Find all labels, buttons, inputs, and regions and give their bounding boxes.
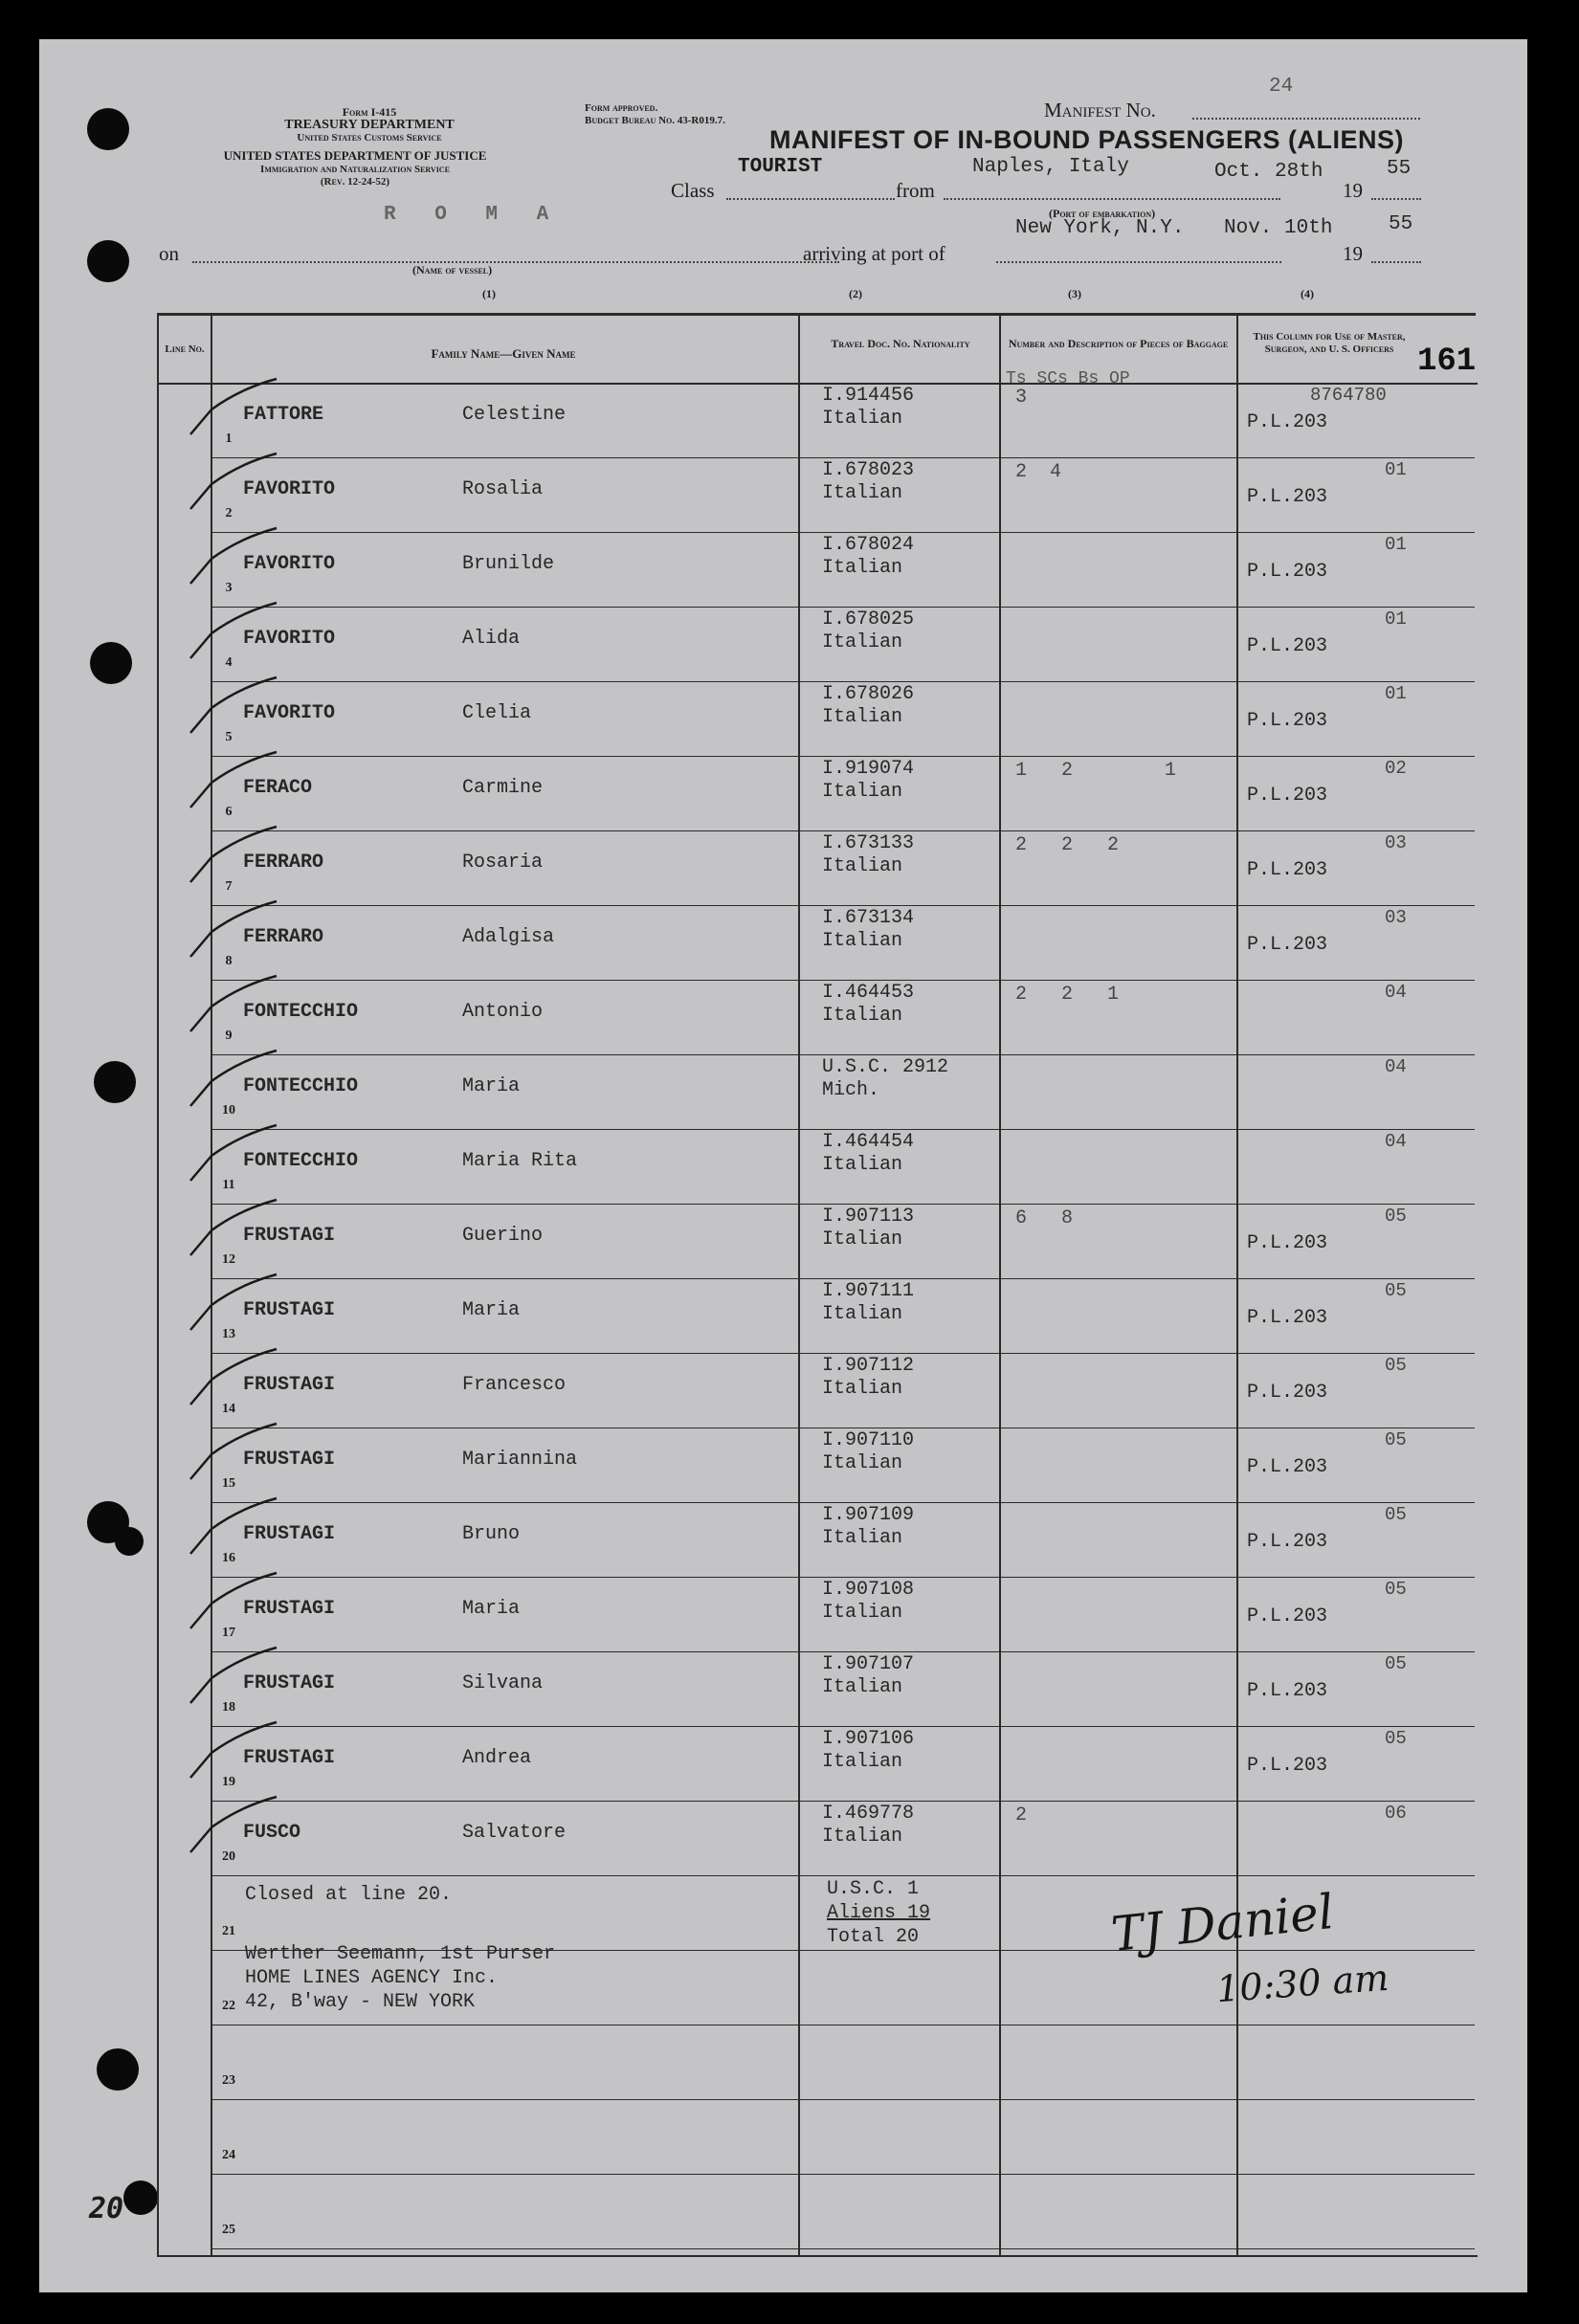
family-name: FAVORITO <box>243 553 336 575</box>
arriving-dots <box>996 261 1281 263</box>
travel-doc: U.S.C. 2912 <box>822 1056 949 1078</box>
manifest-no-label: Manifest No. <box>1044 99 1156 122</box>
treasury-dept: TREASURY DEPARTMENT <box>284 118 455 132</box>
nationality: Italian <box>822 855 903 877</box>
checkmark-icon <box>183 823 288 890</box>
row-rule <box>211 1353 1475 1354</box>
line-number: 24 <box>222 2148 235 2162</box>
year-from-dots <box>1371 198 1421 200</box>
checkmark-icon <box>183 972 288 1039</box>
col-line-header: Line No. <box>165 343 205 355</box>
travel-doc: I.907106 <box>822 1728 915 1750</box>
travel-doc: I.678026 <box>822 683 915 705</box>
row-rule <box>211 2248 1475 2249</box>
travel-doc: I.907107 <box>822 1653 915 1675</box>
baggage-count: 2 4 <box>1015 461 1062 483</box>
line-number: 10 <box>222 1103 235 1118</box>
nationality: Italian <box>822 1826 903 1848</box>
row-rule <box>211 830 1475 831</box>
inspector-signature: TJ Daniel <box>1108 1883 1337 1963</box>
line-number: 1 <box>225 432 233 446</box>
officer-code: 04 <box>1385 1131 1407 1152</box>
baggage-count: 6 8 <box>1015 1207 1074 1229</box>
nationality: Italian <box>822 1228 903 1251</box>
line-number: 13 <box>222 1327 235 1341</box>
family-name: FATTORE <box>243 404 324 426</box>
justice-dept: UNITED STATES DEPARTMENT OF JUSTICE <box>223 148 487 163</box>
family-name: FERRARO <box>243 926 324 948</box>
arriving-label: arriving at port of <box>803 242 945 265</box>
checkmark-icon <box>183 1271 288 1341</box>
nationality: Italian <box>822 706 903 728</box>
given-name: Carmine <box>462 777 544 799</box>
travel-doc: I.907108 <box>822 1579 915 1601</box>
from-label: from <box>896 179 935 202</box>
public-law: P.L.203 <box>1247 1307 1328 1329</box>
line-number: 5 <box>225 730 233 744</box>
immigration-service: Immigration and Naturalization Service <box>260 164 450 175</box>
arriving-date: Nov. 10th <box>1224 217 1333 239</box>
given-name: Guerino <box>462 1225 544 1247</box>
year-from: 55 <box>1387 158 1412 180</box>
row-rule <box>211 1278 1475 1279</box>
class-dots <box>726 198 895 200</box>
officer-code: 03 <box>1385 907 1407 928</box>
public-law: P.L.203 <box>1247 859 1328 881</box>
given-name: Andrea <box>462 1747 532 1769</box>
punch-hole <box>115 1527 144 1556</box>
baggage-count: 3 <box>1015 387 1028 409</box>
family-name: FONTECCHIO <box>243 1075 359 1097</box>
checkmark-icon <box>183 1345 288 1412</box>
family-name: FRUSTAGI <box>243 1374 336 1396</box>
family-name: FRUSTAGI <box>243 1598 336 1620</box>
checkmark-icon <box>183 748 288 815</box>
travel-doc: I.678025 <box>822 609 915 631</box>
checkmark-icon <box>183 674 288 744</box>
line-number: 17 <box>222 1626 235 1640</box>
nationality: Mich. <box>822 1079 880 1101</box>
customs-service: United States Customs Service <box>297 132 442 144</box>
checkmark-icon <box>183 1569 288 1636</box>
line-number: 11 <box>222 1178 235 1192</box>
punch-hole <box>97 2048 139 2091</box>
form-revision: (Rev. 12-24-52) <box>320 176 390 188</box>
year-prefix-from: 19 <box>1343 179 1363 202</box>
officer-code: 05 <box>1385 1355 1407 1376</box>
family-name: FRUSTAGI <box>243 1225 336 1247</box>
row-rule <box>211 1502 1475 1503</box>
row-rule <box>211 1054 1475 1055</box>
officer-code: 06 <box>1385 1803 1407 1824</box>
line-number: 18 <box>222 1700 235 1715</box>
row-rule <box>211 2099 1475 2100</box>
form-id: Form I-415 <box>342 105 397 119</box>
from-dots <box>944 198 1280 200</box>
checkmark-icon <box>183 1121 288 1188</box>
travel-doc: I.907110 <box>822 1429 915 1451</box>
line-number: 2 <box>225 506 233 520</box>
line-number: 6 <box>225 805 233 819</box>
punch-hole <box>90 642 132 684</box>
public-law: P.L.203 <box>1247 1605 1328 1627</box>
officer-code: 05 <box>1385 1206 1407 1227</box>
from-value: Naples, Italy <box>972 156 1129 178</box>
col-travel-header: Travel Doc. No. Nationality <box>831 337 970 350</box>
nationality: Italian <box>822 557 903 579</box>
row-rule <box>211 756 1475 757</box>
sheet-number: 161 <box>1417 343 1477 380</box>
line-number: 21 <box>222 1924 235 1938</box>
checkmark-icon <box>183 524 288 591</box>
nationality: Italian <box>822 1005 903 1027</box>
line-number: 12 <box>222 1252 235 1267</box>
row-rule <box>211 980 1475 981</box>
nationality: Italian <box>822 1676 903 1698</box>
closed-at-line: Closed at line 20. <box>245 1884 453 1906</box>
given-name: Maria Rita <box>462 1150 578 1172</box>
given-name: Antonio <box>462 1001 544 1023</box>
arriving-value: New York, N.Y. <box>1015 217 1185 239</box>
row-rule <box>211 607 1475 608</box>
public-law: P.L.203 <box>1247 1755 1328 1777</box>
vessel-caption: (Name of vessel) <box>412 263 493 277</box>
public-law: P.L.203 <box>1247 1680 1328 1702</box>
row-rule <box>211 905 1475 906</box>
line-number: 4 <box>225 655 233 670</box>
checkmark-icon <box>183 897 288 964</box>
family-name: FAVORITO <box>243 702 336 724</box>
agency-name: HOME LINES AGENCY Inc. <box>245 1967 499 1989</box>
given-name: Celestine <box>462 404 567 426</box>
nationality: Italian <box>822 408 903 430</box>
given-name: Salvatore <box>462 1822 567 1844</box>
travel-doc: I.919074 <box>822 758 915 780</box>
given-name: Maria <box>462 1598 521 1620</box>
on-label: on <box>159 242 179 265</box>
travel-doc: I.673133 <box>822 832 915 854</box>
usc-count: U.S.C. 1 <box>827 1878 920 1900</box>
officer-code: 05 <box>1385 1429 1407 1450</box>
from-date: Oct. 28th <box>1214 161 1323 183</box>
family-name: FRUSTAGI <box>243 1523 336 1545</box>
public-law: P.L.203 <box>1247 1232 1328 1254</box>
family-name: FRUSTAGI <box>243 1747 336 1769</box>
given-name: Silvana <box>462 1672 544 1694</box>
punch-hole <box>87 240 129 282</box>
given-name: Brunilde <box>462 553 555 575</box>
given-name: Rosalia <box>462 478 544 500</box>
form-approved: Form approved. <box>585 102 658 114</box>
punch-hole <box>94 1061 136 1103</box>
family-name: FONTECCHIO <box>243 1001 359 1023</box>
manifest-title: MANIFEST OF IN-BOUND PASSENGERS (ALIENS) <box>769 125 1405 154</box>
year-prefix-arrive: 19 <box>1343 242 1363 265</box>
checkmark-icon <box>183 1420 288 1487</box>
given-name: Adalgisa <box>462 926 555 948</box>
given-name: Maria <box>462 1075 521 1097</box>
public-law: P.L.203 <box>1247 1456 1328 1478</box>
row-rule <box>211 1875 1475 1876</box>
given-name: Maria <box>462 1299 521 1321</box>
col-name-header: Family Name—Given Name <box>431 346 576 361</box>
col-num-2: (2) <box>849 287 862 300</box>
travel-doc: I.907112 <box>822 1355 915 1377</box>
travel-doc: I.673134 <box>822 907 915 929</box>
public-law: P.L.203 <box>1247 561 1328 583</box>
signature-note: 10:30 am <box>1214 1956 1390 2011</box>
row-rule <box>211 1801 1475 1802</box>
checkmark-icon <box>183 450 288 517</box>
officer-code: 01 <box>1385 683 1407 704</box>
travel-doc: I.464453 <box>822 982 915 1004</box>
officer-code: 04 <box>1385 1056 1407 1077</box>
nationality: Italian <box>822 482 903 504</box>
nationality: Italian <box>822 1378 903 1400</box>
given-name: Alida <box>462 628 521 650</box>
punch-hole <box>123 2180 158 2215</box>
col-officers-header: This Column for Use of Master, Surgeon, and U. S. Officers <box>1253 331 1406 355</box>
punch-hole <box>87 108 129 150</box>
row-rule <box>211 2174 1475 2175</box>
officer-code: 05 <box>1385 1728 1407 1749</box>
row-rule <box>211 1726 1475 1727</box>
checkmark-icon <box>183 1644 288 1711</box>
nationality: Italian <box>822 930 903 952</box>
public-law: P.L.203 <box>1247 1382 1328 1404</box>
row-rule <box>211 1129 1475 1130</box>
public-law: P.L.203 <box>1247 1531 1328 1553</box>
row-rule <box>211 1204 1475 1205</box>
year-arrive: 55 <box>1389 213 1413 235</box>
officer-code: 01 <box>1385 609 1407 630</box>
margin-mark-20: 20 <box>89 2192 124 2225</box>
purser-name: Werther Seemann, 1st Purser <box>245 1943 556 1965</box>
line-number: 19 <box>222 1775 235 1789</box>
officer-code: 8764780 <box>1310 385 1387 406</box>
family-name: FRUSTAGI <box>243 1449 336 1471</box>
checkmark-icon <box>183 1793 288 1860</box>
officer-code: 05 <box>1385 1280 1407 1301</box>
baggage-count: 2 <box>1015 1804 1028 1826</box>
aliens-count: Aliens 19 <box>827 1902 931 1924</box>
total-count: Total 20 <box>827 1926 920 1948</box>
port-embark-caption: (Port of embarkation) <box>1049 207 1156 220</box>
public-law: P.L.203 <box>1247 710 1328 732</box>
baggage-subheader: Ts SCs Bs OP <box>1006 369 1130 388</box>
officer-code: 05 <box>1385 1504 1407 1525</box>
travel-doc: I.678023 <box>822 459 915 481</box>
officer-code: 03 <box>1385 832 1407 853</box>
line-number: 8 <box>225 954 233 968</box>
row-rule <box>211 681 1475 682</box>
travel-doc: I.907111 <box>822 1280 915 1302</box>
officer-code: 01 <box>1385 459 1407 480</box>
family-name: FONTECCHIO <box>243 1150 359 1172</box>
line-number: 25 <box>222 2223 235 2237</box>
line-number: 16 <box>222 1551 235 1565</box>
row-rule <box>211 1577 1475 1578</box>
travel-doc: I.464454 <box>822 1131 915 1153</box>
manifest-no: 24 <box>1269 76 1294 98</box>
nationality: Italian <box>822 1751 903 1773</box>
public-law: P.L.203 <box>1247 934 1328 956</box>
officer-code: 01 <box>1385 534 1407 555</box>
given-name: Francesco <box>462 1374 567 1396</box>
agency-address: 42, B'way - NEW YORK <box>245 1991 476 2013</box>
budget-bureau: Budget Bureau No. 43-R019.7. <box>585 115 725 126</box>
officer-code: 04 <box>1385 982 1407 1003</box>
vessel-value: R O M A <box>384 204 563 226</box>
row-rule <box>211 532 1475 533</box>
vessel-dots <box>192 261 839 263</box>
checkmark-icon <box>183 1494 288 1561</box>
line-number: 23 <box>222 2073 235 2088</box>
col-num-4: (4) <box>1301 287 1314 300</box>
baggage-count: 1 2 1 <box>1015 760 1177 782</box>
officer-code: 05 <box>1385 1653 1407 1674</box>
travel-doc: I.678024 <box>822 534 915 556</box>
line-number: 20 <box>222 1849 235 1864</box>
col-baggage-header: Number and Description of Pieces of Baggage <box>1008 337 1229 350</box>
manifest-no-dots <box>1192 118 1420 120</box>
family-name: FAVORITO <box>243 628 336 650</box>
nationality: Italian <box>822 631 903 653</box>
officer-code: 05 <box>1385 1579 1407 1600</box>
class-label: Class <box>671 179 715 202</box>
family-name: FRUSTAGI <box>243 1299 336 1321</box>
travel-doc: I.907109 <box>822 1504 915 1526</box>
baggage-count: 2 2 2 <box>1015 834 1120 856</box>
public-law: P.L.203 <box>1247 486 1328 508</box>
line-number: 15 <box>222 1476 235 1491</box>
public-law: P.L.203 <box>1247 785 1328 807</box>
family-name: FUSCO <box>243 1822 301 1844</box>
line-number: 14 <box>222 1402 235 1416</box>
family-name: FERRARO <box>243 852 324 874</box>
nationality: Italian <box>822 1527 903 1549</box>
line-number: 7 <box>225 879 233 894</box>
public-law: P.L.203 <box>1247 635 1328 657</box>
class-value: TOURIST <box>738 156 823 178</box>
line-number: 3 <box>225 581 233 595</box>
row-rule <box>211 1651 1475 1652</box>
given-name: Bruno <box>462 1523 521 1545</box>
baggage-count: 2 2 1 <box>1015 984 1120 1006</box>
family-name: FAVORITO <box>243 478 336 500</box>
checkmark-icon <box>183 1718 288 1785</box>
nationality: Italian <box>822 1452 903 1474</box>
checkmark-icon <box>183 375 288 442</box>
travel-doc: I.914456 <box>822 385 915 407</box>
given-name: Clelia <box>462 702 532 724</box>
officer-code: 02 <box>1385 758 1407 779</box>
row-rule <box>211 457 1475 458</box>
manifest-page <box>39 39 1527 2292</box>
checkmark-icon <box>183 1196 288 1263</box>
travel-doc: I.469778 <box>822 1803 915 1825</box>
nationality: Italian <box>822 1303 903 1325</box>
col-num-1: (1) <box>482 287 496 300</box>
line-number: 22 <box>222 1999 235 2013</box>
checkmark-icon <box>183 1047 288 1114</box>
public-law: P.L.203 <box>1247 411 1328 433</box>
col-num-3: (3) <box>1068 287 1081 300</box>
nationality: Italian <box>822 781 903 803</box>
given-name: Rosaria <box>462 852 544 874</box>
line-number: 9 <box>225 1029 233 1043</box>
nationality: Italian <box>822 1154 903 1176</box>
family-name: FRUSTAGI <box>243 1672 336 1694</box>
travel-doc: I.907113 <box>822 1206 915 1228</box>
family-name: FERACO <box>243 777 313 799</box>
nationality: Italian <box>822 1602 903 1624</box>
given-name: Mariannina <box>462 1449 578 1471</box>
year-arrive-dots <box>1371 261 1421 263</box>
checkmark-icon <box>183 599 288 666</box>
